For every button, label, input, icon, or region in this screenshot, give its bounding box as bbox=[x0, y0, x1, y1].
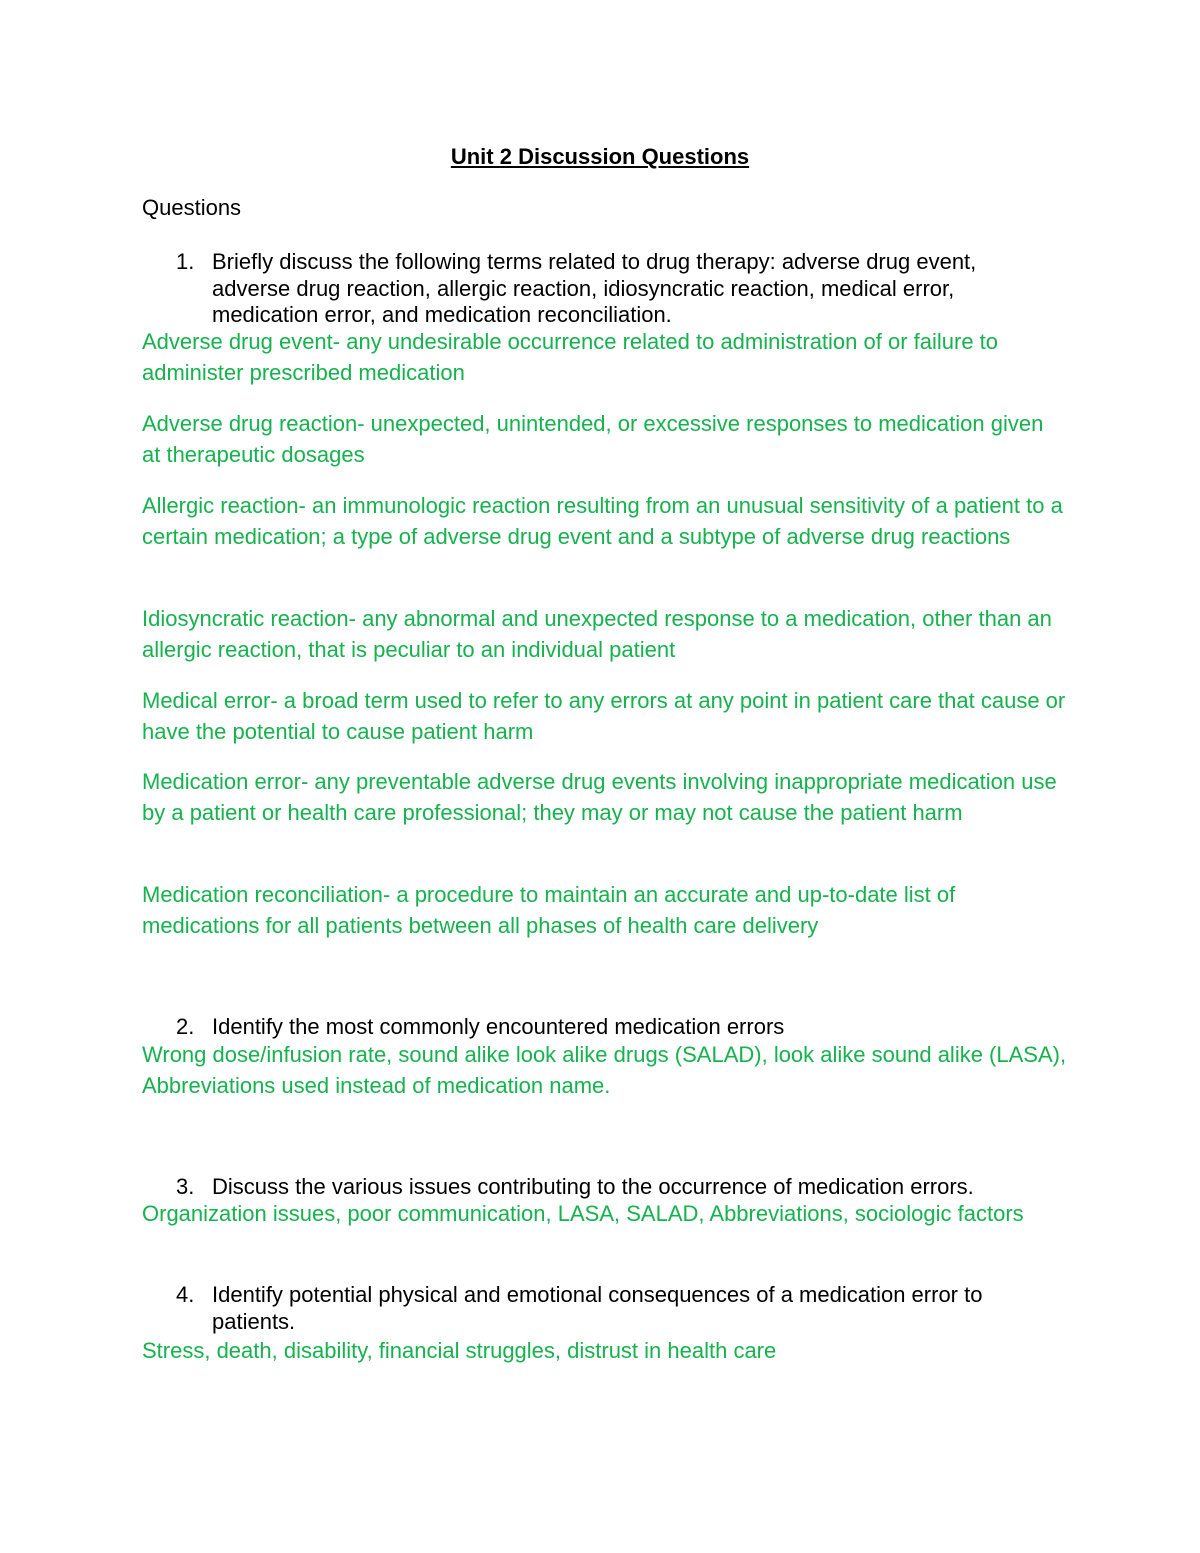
question-number: 2. bbox=[176, 1014, 195, 1039]
question-text: Identify potential physical and emotional consequences of a medication error to patients. bbox=[212, 1282, 983, 1334]
answer-adverse-drug-reaction: Adverse drug reaction- unexpected, unintended, or excessive responses to medication given at therapeutic dosages bbox=[142, 411, 1044, 467]
question-4 bbox=[142, 1282, 1062, 1335]
question-number: 4. bbox=[176, 1282, 195, 1307]
question-1 bbox=[142, 249, 1062, 329]
question-3 bbox=[142, 1174, 1062, 1201]
answer-medication-reconciliation: Medication reconciliation- a procedure to maintain an accurate and up-to-date list of medications for all patients between all phases of health care delivery bbox=[142, 882, 956, 938]
answer-medication-error: Medication error- any preventable adverse drug events involving inappropriate medication use by a patient or health care professional; they may or may not cause the patient harm bbox=[142, 769, 1057, 825]
answer-idiosyncratic-reaction: Idiosyncratic reaction- any abnormal and unexpected response to a medication, other than an allergic reaction, that is peculiar to an individual patient bbox=[142, 606, 1052, 662]
question-text: Briefly discuss the following terms related to drug therapy: adverse drug event, adverse drug reaction, allergic reaction, idiosyncratic reaction, medical error, medication error, and medication reconciliation. bbox=[212, 249, 977, 327]
question-number: 1. bbox=[176, 249, 195, 274]
question-text: Identify the most commonly encountered medication errors bbox=[212, 1014, 785, 1039]
answer-contributing-issues: Organization issues, poor communication, LASA, SALAD, Abbreviations, sociologic factors bbox=[142, 1201, 1024, 1226]
question-text: Discuss the various issues contributing to the occurrence of medication errors. bbox=[212, 1174, 974, 1199]
question-2 bbox=[142, 1014, 1062, 1041]
answer-allergic-reaction: Allergic reaction- an immunologic reaction resulting from an unusual sensitivity of a patient to a certain medication; a type of adverse drug event and a subtype of adverse drug reactions bbox=[142, 493, 1063, 549]
document-title: Unit 2 Discussion Questions bbox=[450, 144, 750, 169]
question-number: 3. bbox=[176, 1174, 195, 1199]
answer-medical-error: Medical error- a broad term used to refer to any errors at any point in patient care that cause or have the potential to cause patient harm bbox=[142, 688, 1066, 744]
answer-consequences: Stress, death, disability, financial struggles, distrust in health care bbox=[142, 1338, 777, 1363]
answer-common-errors: Wrong dose/infusion rate, sound alike look alike drugs (SALAD), look alike sound alike (LASA), Abbreviations used instead of medication name. bbox=[142, 1042, 1067, 1098]
answer-adverse-drug-event: Adverse drug event- any undesirable occurrence related to administration of or failure to administer prescribed medication bbox=[142, 329, 999, 385]
section-label: Questions bbox=[142, 195, 242, 220]
